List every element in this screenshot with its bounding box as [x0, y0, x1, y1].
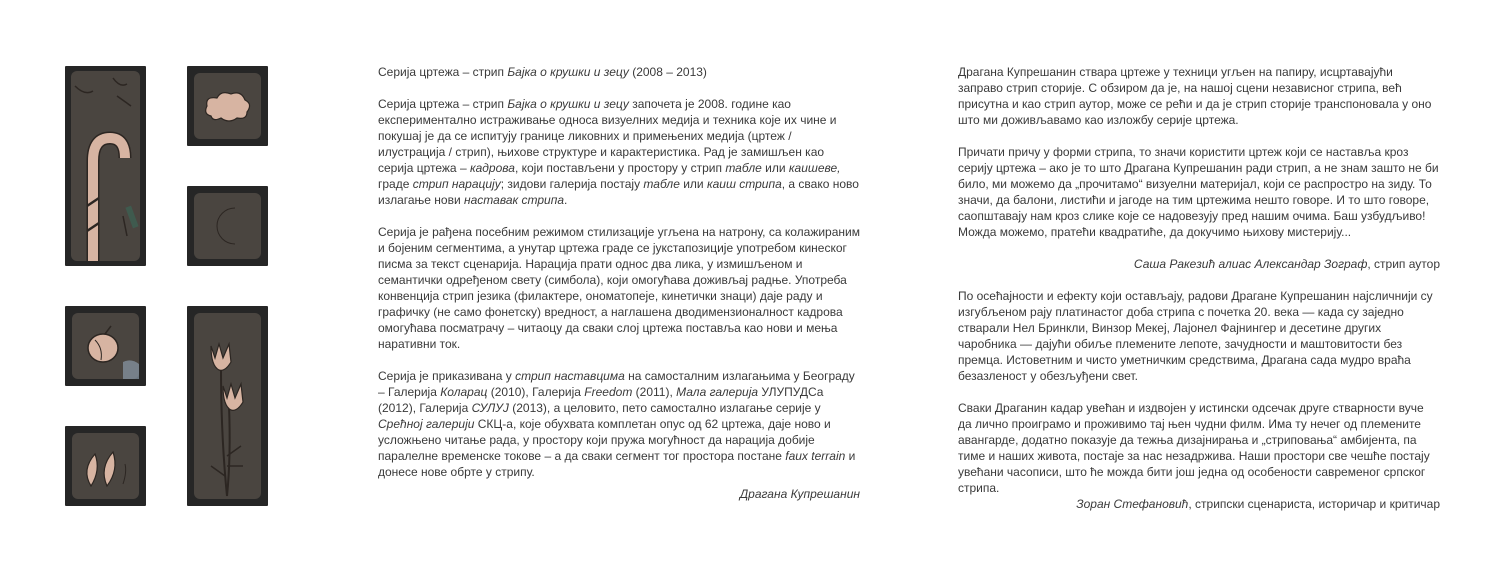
essay-column-1	[378, 64, 860, 518]
review-paragraph-2: Причати причу у форми стрипа, то значи користити цртеж који се наставља кроз серију цртежа – ако је то што Драгана Купрешанин ради стрип, а не знам зашто не би било, ми можемо да „прочитамо“ визуелни материјал, који се распростро на зиду. То значи, да балони, листићи и јагоде на тим цртежима нешто говоре. И то што говоре, саопштавају нам кроз слике које се надовезују пред нашим очима. Баш узбудљиво! Можда можемо, пратећи квадратиће, да докучимо њихову мистерију...	[958, 145, 1439, 239]
text-run: (2013), а целовито, пето самостално излагање серије у	[508, 401, 821, 415]
leaves-icon	[65, 426, 146, 506]
text-run-italic: СУЛУЈ	[471, 401, 509, 415]
crescent-moon-icon	[187, 186, 268, 266]
cloud-panel	[187, 66, 268, 146]
heading-years: (2008 – 2013)	[628, 65, 707, 79]
review-paragraph-1: Драгана Купрешанин ствара цртеже у техници угљен на папиру, исцртавајући заправо стрип сторије. С обзиром да је, на нашој сцени независног стрипа, већ присутна и као стрип аутор, може се рећи и да је стрип сторије транспоновала у оно што ми доживљавамо као изложбу серије цртежа.	[958, 65, 1432, 127]
text-run-italic: Срећној галерији	[378, 417, 475, 431]
text-run: .	[564, 193, 568, 207]
essay-column-2	[958, 64, 1440, 512]
text-run: , а свако ново излагање нови	[378, 177, 859, 207]
essay-signature: Драгана Купрешанин	[739, 487, 860, 501]
text-run: на самосталним излагањима у Београду – Галерија	[378, 369, 855, 399]
heading-text: Серија цртежа – стрип	[378, 65, 508, 79]
text-run: ; зидови галерија постају	[500, 177, 644, 191]
review-signature-1	[958, 256, 1440, 272]
review-signature-2	[958, 496, 1440, 512]
text-run-italic: Freedom	[584, 385, 633, 399]
text-run-italic: Бајка о крушки и зецу	[507, 97, 629, 111]
text-run-italic: faux terrain	[785, 449, 846, 463]
text-run: започета је 2008. године као експериментално истраживање односа визуелних медија и техника које их чине и покушај је да се испитују границе ликовних и примењених медија (цртеж / илустрација / стрип), њихове структуре и карактеристика. Рад је замишљен као серија цртежа –	[378, 97, 837, 175]
text-run: СКЦ-а, које обухвата комплетан опус од 62 цртежа, даје ново и усложњено читање рада, у простору који пружа могућност да нарација добије паралелне временске токове – а да сваки сегмент тог простора постане	[378, 417, 831, 463]
cane-icon	[65, 66, 146, 266]
text-run-italic: стрип наставцима	[515, 369, 625, 383]
text-run: (2011),	[632, 385, 677, 399]
review-paragraph-3: По осећајности и ефекту који остављају, радови Драгане Купрешанин најсличнији су изгубљеном рају платинастог доба стрипа с почетка 20. века — када су заједно стварали Нел Бринкли, Винзор Мекеј, Лајонел Фајнингер и десетине других чаробника — дајући обиље племените лепоте, зачудности и маштовитости без премца. Истоветним и чисто уметничким средствима, Драгана сада мудро враћа безазленост у обезљуђени свет.	[958, 289, 1433, 383]
plum-icon	[65, 306, 146, 386]
text-run: или	[761, 161, 789, 175]
leaves-panel	[65, 426, 146, 506]
signature-role: , стрипски сценариста, историчар и критичар	[1188, 497, 1440, 511]
text-run-italic: наставак стрипа	[464, 193, 564, 207]
moon-panel	[187, 186, 268, 266]
essay-paragraph-3	[378, 368, 860, 480]
signature-role: , стрип аутор	[1367, 257, 1440, 271]
text-run: (2010), Галерија	[487, 385, 585, 399]
signature-name: Зоран Стефановић	[1076, 497, 1189, 511]
plum-panel	[65, 306, 146, 386]
heading-title: Бајка о крушки и зецу	[507, 65, 629, 79]
text-run: УЛУПУДСа (2012), Галерија	[378, 385, 824, 415]
signature-name: Саша Ракезић алиас Александар Зограф	[1133, 257, 1368, 271]
text-run-italic: каишеве,	[788, 161, 841, 175]
cane-panel	[65, 66, 146, 266]
essay-paragraph-2: Серија је рађена посебним режимом стилизације угљена на натрону, са колажираним и бојеним сегментима, а унутар цртежа граде се јукстапозиције употребом кинеског писма за текст сценарија. Нарација прати однос два лика, у измишљеном и семантички одређеном свету (симбола), који омогућава доживљај радње. Употреба конвенција стрип језика (филактере, ономатопеје, кинетички знаци) даје раду и графичку (не само фонетску) вредност, а наглашена дводимензионалност кадрова омогућава посматрачу – читаоцу да сваки слој цртежа поставља као нови и мења наративни ток.	[378, 225, 860, 351]
tulip-icon	[187, 306, 268, 506]
review-paragraph-4: Сваки Драганин кадар увећан и издвојен у истински одсечак друге стварности вуче да лично проиграмо и проживимо тај њен чудни филм. Има ту нечег од племените авангарде, додатно показује да тежња дизајнирања и „стриповања“ амбијента, па тиме и наших живота, постаје за нас незадржива. Наши простори све чешће постају увећани часописи, што ће можда бити још једна од особености савременог српског стрипа.	[958, 401, 1430, 495]
text-run: и донесе нове обрте у стрипу.	[378, 449, 856, 479]
text-run-italic: табле	[725, 161, 762, 175]
text-run-italic: кадрова	[469, 161, 515, 175]
text-run: Серија цртежа – стрип	[378, 97, 508, 111]
text-run-italic: табле	[643, 177, 680, 191]
essay-paragraph-1	[378, 96, 860, 208]
text-run-italic: Мала галерија	[676, 385, 759, 399]
text-run-italic: стрип нарацију	[412, 177, 501, 191]
essay-heading	[378, 64, 860, 80]
text-run-italic: Коларац	[440, 385, 488, 399]
text-run: граде	[378, 177, 413, 191]
text-run: Серија је приказивана у	[378, 369, 516, 383]
text-run-italic: каиш стрипа	[706, 177, 782, 191]
text-run: или	[679, 177, 707, 191]
tulip-panel	[187, 306, 268, 506]
cloud-icon	[187, 66, 268, 146]
text-run: , који постављени у простору у стрип	[514, 161, 726, 175]
